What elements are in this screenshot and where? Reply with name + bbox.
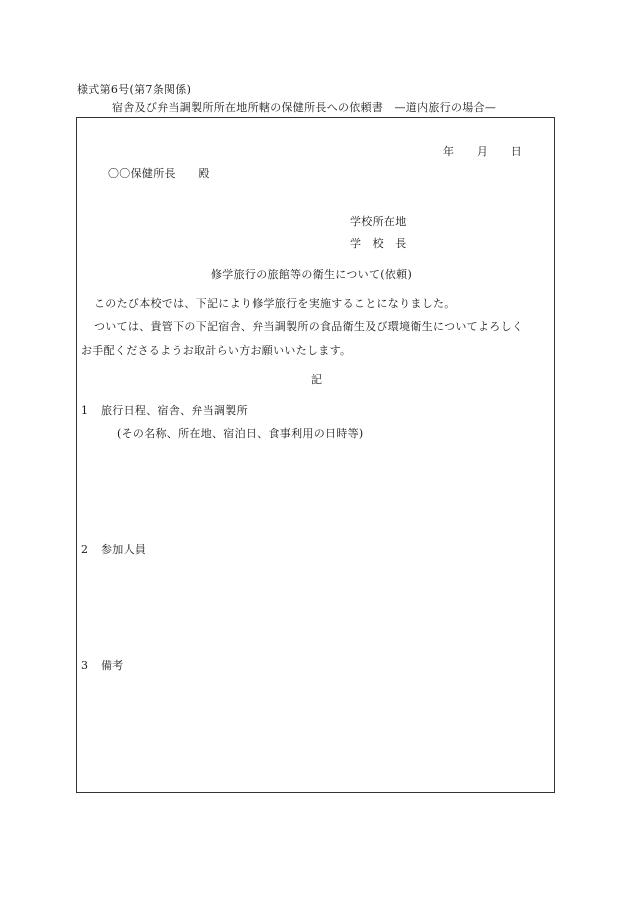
form-title: 宿舎及び弁当調製所所在地所轄の保健所長への依頼書 —道内旅行の場合— xyxy=(112,101,497,114)
document-frame xyxy=(76,117,555,793)
body-paragraph-2-continued: お手配くださるようお取計らい方お願いいたします。 xyxy=(81,344,352,357)
item-1-note: (その名称、所在地、宿泊日、食事利用の日時等) xyxy=(117,427,364,440)
item-3-number: 3 xyxy=(81,659,89,672)
addressee: 〇〇保健所長 殿 xyxy=(108,167,210,180)
body-paragraph-1: このたび本校では、下記により修学旅行を実施することになりました。 xyxy=(94,297,456,310)
date-line: 年 月 日 xyxy=(443,145,523,158)
body-paragraph-2: ついては、貴管下の下記宿舎、弁当調製所の食品衛生及び環境衛生についてよろしく xyxy=(94,320,524,333)
item-1-number: 1 xyxy=(81,404,89,417)
subject-line: 修学旅行の旅館等の衛生について(依頼) xyxy=(211,268,413,281)
item-2-label: 参加人員 xyxy=(101,543,147,556)
item-1-label: 旅行日程、宿舎、弁当調製所 xyxy=(101,404,248,417)
ki-heading: 記 xyxy=(311,373,323,386)
item-2-number: 2 xyxy=(81,543,89,556)
sender-title: 学 校 長 xyxy=(350,237,407,250)
form-number: 様式第6号(第7条関係) xyxy=(77,83,192,96)
item-3-label: 備考 xyxy=(101,659,124,672)
sender-location: 学校所在地 xyxy=(350,215,407,228)
